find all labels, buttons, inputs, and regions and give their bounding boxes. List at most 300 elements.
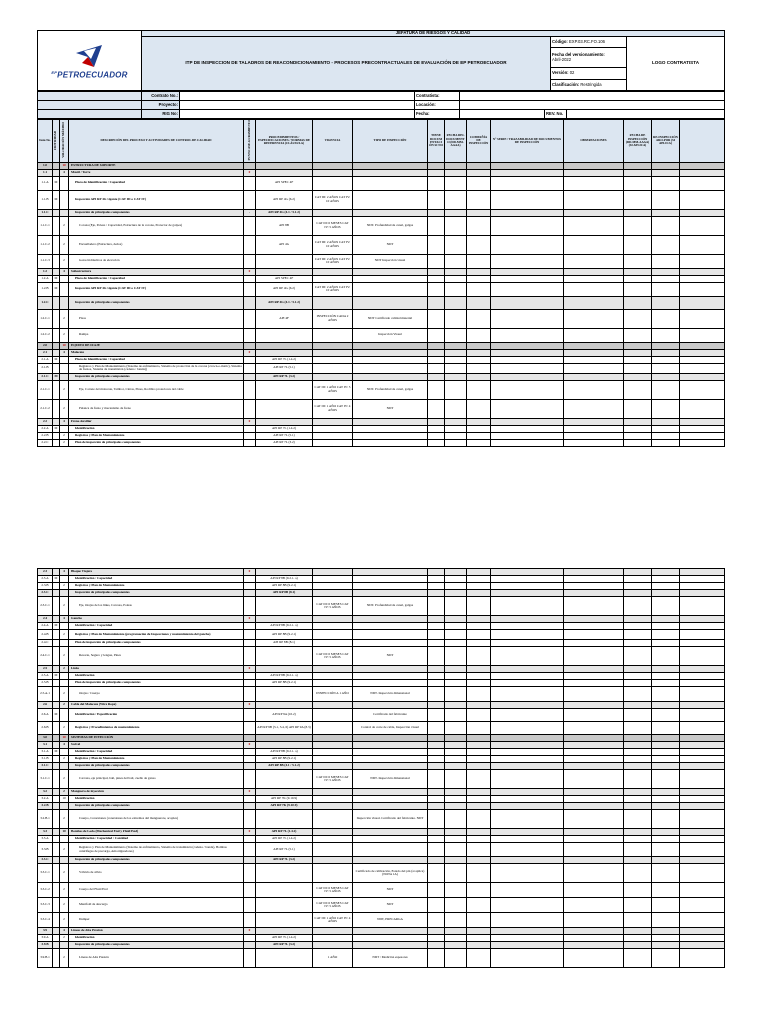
cell-compania[interactable] xyxy=(467,789,491,796)
cell-compania[interactable] xyxy=(467,770,491,789)
cell-re-inspec[interactable] xyxy=(652,709,680,722)
cell-serie[interactable] xyxy=(491,749,564,756)
cell-extra[interactable] xyxy=(680,935,725,942)
cell-observaciones[interactable] xyxy=(564,380,624,399)
cell-fecha-inspec[interactable] xyxy=(624,418,652,425)
cell-serie[interactable] xyxy=(491,864,564,883)
cell-serie[interactable] xyxy=(491,356,564,363)
cell-serie[interactable] xyxy=(491,590,564,597)
cell-observaciones[interactable] xyxy=(564,399,624,418)
cell-re-inspec[interactable] xyxy=(652,268,680,275)
cell-fecha-doc[interactable] xyxy=(445,590,467,597)
cell-observaciones[interactable] xyxy=(564,597,624,616)
cell-tiene-doc[interactable] xyxy=(428,216,445,235)
cell-compania[interactable] xyxy=(467,647,491,666)
cell-tiene-doc[interactable] xyxy=(428,342,445,349)
cell-compania[interactable] xyxy=(467,597,491,616)
cell-compania[interactable] xyxy=(467,235,491,254)
cell-observaciones[interactable] xyxy=(564,309,624,328)
cell-re-inspec[interactable] xyxy=(652,789,680,796)
cell-re-inspec[interactable] xyxy=(652,349,680,356)
cell-observaciones[interactable] xyxy=(564,709,624,722)
cell-extra[interactable] xyxy=(680,342,725,349)
cell-compania[interactable] xyxy=(467,623,491,630)
cell-re-inspec[interactable] xyxy=(652,616,680,623)
cell-re-inspec[interactable] xyxy=(652,569,680,576)
cell-re-inspec[interactable] xyxy=(652,770,680,789)
cell-serie[interactable] xyxy=(491,857,564,864)
cell-fecha-inspec[interactable] xyxy=(624,789,652,796)
cell-observaciones[interactable] xyxy=(564,640,624,647)
cell-fecha-doc[interactable] xyxy=(445,380,467,399)
cell-fecha-doc[interactable] xyxy=(445,735,467,742)
cell-tiene-doc[interactable] xyxy=(428,864,445,883)
cell-observaciones[interactable] xyxy=(564,282,624,296)
cell-compania[interactable] xyxy=(467,418,491,425)
cell-fecha-inspec[interactable] xyxy=(624,583,652,590)
cell-serie[interactable] xyxy=(491,709,564,722)
cell-serie[interactable] xyxy=(491,843,564,857)
cell-extra[interactable] xyxy=(680,673,725,680)
cell-serie[interactable] xyxy=(491,342,564,349)
cell-serie[interactable] xyxy=(491,380,564,399)
cell-tiene-doc[interactable] xyxy=(428,898,445,913)
cell-observaciones[interactable] xyxy=(564,843,624,857)
cell-fecha-inspec[interactable] xyxy=(624,673,652,680)
cell-extra[interactable] xyxy=(680,235,725,254)
cell-fecha-doc[interactable] xyxy=(445,235,467,254)
cell-serie[interactable] xyxy=(491,425,564,432)
contratista-field[interactable] xyxy=(460,92,725,101)
cell-tiene-doc[interactable] xyxy=(428,742,445,749)
cell-fecha-inspec[interactable] xyxy=(624,380,652,399)
cell-extra[interactable] xyxy=(680,328,725,342)
cell-fecha-inspec[interactable] xyxy=(624,763,652,770)
cell-re-inspec[interactable] xyxy=(652,235,680,254)
cell-compania[interactable] xyxy=(467,583,491,590)
cell-observaciones[interactable] xyxy=(564,942,624,949)
cell-observaciones[interactable] xyxy=(564,373,624,380)
cell-extra[interactable] xyxy=(680,590,725,597)
cell-extra[interactable] xyxy=(680,616,725,623)
cell-serie[interactable] xyxy=(491,169,564,176)
cell-extra[interactable] xyxy=(680,843,725,857)
cell-observaciones[interactable] xyxy=(564,630,624,640)
cell-serie[interactable] xyxy=(491,439,564,446)
cell-tiene-doc[interactable] xyxy=(428,425,445,432)
cell-extra[interactable] xyxy=(680,623,725,630)
cell-re-inspec[interactable] xyxy=(652,342,680,349)
cell-compania[interactable] xyxy=(467,898,491,913)
cell-extra[interactable] xyxy=(680,770,725,789)
cell-fecha-doc[interactable] xyxy=(445,616,467,623)
cell-observaciones[interactable] xyxy=(564,216,624,235)
cell-fecha-inspec[interactable] xyxy=(624,569,652,576)
cell-fecha-inspec[interactable] xyxy=(624,342,652,349)
cell-tiene-doc[interactable] xyxy=(428,913,445,928)
cell-fecha-doc[interactable] xyxy=(445,673,467,680)
cell-observaciones[interactable] xyxy=(564,235,624,254)
cell-observaciones[interactable] xyxy=(564,296,624,309)
contrato-field[interactable] xyxy=(180,92,415,101)
cell-observaciones[interactable] xyxy=(564,439,624,446)
cell-fecha-inspec[interactable] xyxy=(624,254,652,268)
cell-re-inspec[interactable] xyxy=(652,630,680,640)
cell-fecha-doc[interactable] xyxy=(445,709,467,722)
cell-serie[interactable] xyxy=(491,803,564,810)
cell-observaciones[interactable] xyxy=(564,796,624,803)
cell-tiene-doc[interactable] xyxy=(428,268,445,275)
cell-serie[interactable] xyxy=(491,722,564,735)
cell-fecha-inspec[interactable] xyxy=(624,666,652,673)
cell-serie[interactable] xyxy=(491,399,564,418)
locacion-field[interactable] xyxy=(460,101,725,110)
cell-serie[interactable] xyxy=(491,756,564,763)
cell-extra[interactable] xyxy=(680,735,725,742)
cell-serie[interactable] xyxy=(491,296,564,309)
cell-observaciones[interactable] xyxy=(564,418,624,425)
cell-re-inspec[interactable] xyxy=(652,803,680,810)
cell-fecha-inspec[interactable] xyxy=(624,275,652,282)
cell-compania[interactable] xyxy=(467,935,491,942)
cell-serie[interactable] xyxy=(491,836,564,843)
cell-fecha-doc[interactable] xyxy=(445,216,467,235)
cell-compania[interactable] xyxy=(467,796,491,803)
cell-fecha-inspec[interactable] xyxy=(624,169,652,176)
cell-extra[interactable] xyxy=(680,363,725,373)
cell-compania[interactable] xyxy=(467,843,491,857)
cell-extra[interactable] xyxy=(680,647,725,666)
cell-serie[interactable] xyxy=(491,309,564,328)
cell-observaciones[interactable] xyxy=(564,883,624,898)
cell-re-inspec[interactable] xyxy=(652,583,680,590)
cell-re-inspec[interactable] xyxy=(652,666,680,673)
cell-serie[interactable] xyxy=(491,949,564,968)
cell-compania[interactable] xyxy=(467,254,491,268)
cell-fecha-doc[interactable] xyxy=(445,803,467,810)
cell-serie[interactable] xyxy=(491,640,564,647)
cell-compania[interactable] xyxy=(467,569,491,576)
cell-extra[interactable] xyxy=(680,789,725,796)
rev-field[interactable] xyxy=(567,110,725,119)
cell-serie[interactable] xyxy=(491,162,564,169)
cell-extra[interactable] xyxy=(680,282,725,296)
cell-serie[interactable] xyxy=(491,913,564,928)
cell-compania[interactable] xyxy=(467,709,491,722)
cell-compania[interactable] xyxy=(467,439,491,446)
cell-fecha-inspec[interactable] xyxy=(624,616,652,623)
cell-re-inspec[interactable] xyxy=(652,296,680,309)
cell-compania[interactable] xyxy=(467,169,491,176)
cell-tiene-doc[interactable] xyxy=(428,796,445,803)
cell-tiene-doc[interactable] xyxy=(428,418,445,425)
cell-extra[interactable] xyxy=(680,254,725,268)
cell-fecha-doc[interactable] xyxy=(445,898,467,913)
cell-extra[interactable] xyxy=(680,928,725,935)
cell-re-inspec[interactable] xyxy=(652,942,680,949)
cell-serie[interactable] xyxy=(491,647,564,666)
cell-extra[interactable] xyxy=(680,702,725,709)
cell-compania[interactable] xyxy=(467,296,491,309)
cell-compania[interactable] xyxy=(467,836,491,843)
cell-observaciones[interactable] xyxy=(564,169,624,176)
cell-re-inspec[interactable] xyxy=(652,309,680,328)
cell-compania[interactable] xyxy=(467,680,491,687)
cell-fecha-doc[interactable] xyxy=(445,913,467,928)
cell-fecha-doc[interactable] xyxy=(445,770,467,789)
cell-observaciones[interactable] xyxy=(564,702,624,709)
cell-extra[interactable] xyxy=(680,432,725,439)
cell-extra[interactable] xyxy=(680,898,725,913)
cell-tiene-doc[interactable] xyxy=(428,763,445,770)
cell-extra[interactable] xyxy=(680,296,725,309)
cell-re-inspec[interactable] xyxy=(652,756,680,763)
cell-tiene-doc[interactable] xyxy=(428,640,445,647)
cell-re-inspec[interactable] xyxy=(652,913,680,928)
cell-fecha-doc[interactable] xyxy=(445,328,467,342)
cell-fecha-doc[interactable] xyxy=(445,935,467,942)
cell-serie[interactable] xyxy=(491,680,564,687)
cell-compania[interactable] xyxy=(467,829,491,836)
cell-fecha-doc[interactable] xyxy=(445,749,467,756)
cell-observaciones[interactable] xyxy=(564,770,624,789)
cell-compania[interactable] xyxy=(467,883,491,898)
cell-fecha-inspec[interactable] xyxy=(624,162,652,169)
cell-re-inspec[interactable] xyxy=(652,373,680,380)
cell-observaciones[interactable] xyxy=(564,647,624,666)
cell-tiene-doc[interactable] xyxy=(428,857,445,864)
cell-fecha-inspec[interactable] xyxy=(624,647,652,666)
cell-fecha-doc[interactable] xyxy=(445,647,467,666)
cell-extra[interactable] xyxy=(680,569,725,576)
cell-fecha-doc[interactable] xyxy=(445,680,467,687)
cell-fecha-inspec[interactable] xyxy=(624,803,652,810)
cell-compania[interactable] xyxy=(467,942,491,949)
cell-compania[interactable] xyxy=(467,687,491,702)
cell-fecha-inspec[interactable] xyxy=(624,735,652,742)
cell-extra[interactable] xyxy=(680,439,725,446)
cell-re-inspec[interactable] xyxy=(652,898,680,913)
cell-re-inspec[interactable] xyxy=(652,590,680,597)
cell-fecha-doc[interactable] xyxy=(445,569,467,576)
cell-tiene-doc[interactable] xyxy=(428,432,445,439)
cell-serie[interactable] xyxy=(491,898,564,913)
cell-re-inspec[interactable] xyxy=(652,275,680,282)
cell-fecha-inspec[interactable] xyxy=(624,680,652,687)
cell-tiene-doc[interactable] xyxy=(428,590,445,597)
cell-observaciones[interactable] xyxy=(564,803,624,810)
cell-fecha-inspec[interactable] xyxy=(624,576,652,583)
cell-observaciones[interactable] xyxy=(564,722,624,735)
cell-re-inspec[interactable] xyxy=(652,928,680,935)
cell-fecha-inspec[interactable] xyxy=(624,235,652,254)
cell-fecha-doc[interactable] xyxy=(445,373,467,380)
cell-tiene-doc[interactable] xyxy=(428,380,445,399)
cell-serie[interactable] xyxy=(491,569,564,576)
cell-tiene-doc[interactable] xyxy=(428,235,445,254)
cell-fecha-inspec[interactable] xyxy=(624,590,652,597)
cell-observaciones[interactable] xyxy=(564,328,624,342)
cell-tiene-doc[interactable] xyxy=(428,176,445,190)
cell-compania[interactable] xyxy=(467,349,491,356)
cell-compania[interactable] xyxy=(467,735,491,742)
cell-observaciones[interactable] xyxy=(564,275,624,282)
cell-observaciones[interactable] xyxy=(564,356,624,363)
cell-fecha-inspec[interactable] xyxy=(624,857,652,864)
cell-extra[interactable] xyxy=(680,418,725,425)
cell-observaciones[interactable] xyxy=(564,583,624,590)
cell-observaciones[interactable] xyxy=(564,810,624,829)
cell-tiene-doc[interactable] xyxy=(428,623,445,630)
cell-re-inspec[interactable] xyxy=(652,418,680,425)
cell-fecha-doc[interactable] xyxy=(445,666,467,673)
cell-tiene-doc[interactable] xyxy=(428,810,445,829)
cell-fecha-doc[interactable] xyxy=(445,162,467,169)
cell-fecha-doc[interactable] xyxy=(445,309,467,328)
cell-serie[interactable] xyxy=(491,770,564,789)
cell-fecha-doc[interactable] xyxy=(445,687,467,702)
cell-serie[interactable] xyxy=(491,597,564,616)
cell-fecha-inspec[interactable] xyxy=(624,913,652,928)
cell-serie[interactable] xyxy=(491,742,564,749)
cell-fecha-inspec[interactable] xyxy=(624,309,652,328)
cell-fecha-doc[interactable] xyxy=(445,756,467,763)
cell-fecha-inspec[interactable] xyxy=(624,209,652,216)
cell-fecha-inspec[interactable] xyxy=(624,373,652,380)
cell-re-inspec[interactable] xyxy=(652,935,680,942)
cell-extra[interactable] xyxy=(680,722,725,735)
cell-compania[interactable] xyxy=(467,399,491,418)
cell-compania[interactable] xyxy=(467,857,491,864)
cell-observaciones[interactable] xyxy=(564,576,624,583)
rig-field[interactable] xyxy=(180,110,415,119)
cell-serie[interactable] xyxy=(491,363,564,373)
cell-observaciones[interactable] xyxy=(564,749,624,756)
cell-observaciones[interactable] xyxy=(564,829,624,836)
cell-compania[interactable] xyxy=(467,640,491,647)
cell-compania[interactable] xyxy=(467,576,491,583)
cell-serie[interactable] xyxy=(491,687,564,702)
cell-serie[interactable] xyxy=(491,829,564,836)
cell-tiene-doc[interactable] xyxy=(428,673,445,680)
cell-compania[interactable] xyxy=(467,275,491,282)
cell-re-inspec[interactable] xyxy=(652,399,680,418)
cell-fecha-inspec[interactable] xyxy=(624,640,652,647)
cell-fecha-inspec[interactable] xyxy=(624,810,652,829)
cell-tiene-doc[interactable] xyxy=(428,190,445,209)
cell-fecha-inspec[interactable] xyxy=(624,709,652,722)
cell-fecha-doc[interactable] xyxy=(445,439,467,446)
cell-observaciones[interactable] xyxy=(564,735,624,742)
cell-re-inspec[interactable] xyxy=(652,836,680,843)
cell-serie[interactable] xyxy=(491,235,564,254)
cell-tiene-doc[interactable] xyxy=(428,883,445,898)
cell-serie[interactable] xyxy=(491,928,564,935)
cell-fecha-inspec[interactable] xyxy=(624,796,652,803)
cell-observaciones[interactable] xyxy=(564,190,624,209)
cell-fecha-doc[interactable] xyxy=(445,942,467,949)
cell-serie[interactable] xyxy=(491,418,564,425)
cell-serie[interactable] xyxy=(491,810,564,829)
cell-re-inspec[interactable] xyxy=(652,857,680,864)
cell-tiene-doc[interactable] xyxy=(428,328,445,342)
cell-observaciones[interactable] xyxy=(564,349,624,356)
cell-fecha-inspec[interactable] xyxy=(624,829,652,836)
cell-extra[interactable] xyxy=(680,942,725,949)
cell-compania[interactable] xyxy=(467,363,491,373)
cell-re-inspec[interactable] xyxy=(652,810,680,829)
cell-fecha-doc[interactable] xyxy=(445,763,467,770)
cell-re-inspec[interactable] xyxy=(652,190,680,209)
cell-tiene-doc[interactable] xyxy=(428,829,445,836)
cell-re-inspec[interactable] xyxy=(652,702,680,709)
cell-re-inspec[interactable] xyxy=(652,864,680,883)
cell-extra[interactable] xyxy=(680,349,725,356)
cell-serie[interactable] xyxy=(491,254,564,268)
cell-observaciones[interactable] xyxy=(564,680,624,687)
cell-compania[interactable] xyxy=(467,928,491,935)
cell-fecha-inspec[interactable] xyxy=(624,268,652,275)
cell-compania[interactable] xyxy=(467,673,491,680)
cell-tiene-doc[interactable] xyxy=(428,789,445,796)
cell-serie[interactable] xyxy=(491,209,564,216)
cell-fecha-doc[interactable] xyxy=(445,857,467,864)
cell-fecha-doc[interactable] xyxy=(445,836,467,843)
cell-fecha-inspec[interactable] xyxy=(624,623,652,630)
cell-fecha-inspec[interactable] xyxy=(624,439,652,446)
cell-re-inspec[interactable] xyxy=(652,883,680,898)
cell-fecha-doc[interactable] xyxy=(445,789,467,796)
cell-serie[interactable] xyxy=(491,328,564,342)
cell-fecha-doc[interactable] xyxy=(445,209,467,216)
cell-compania[interactable] xyxy=(467,380,491,399)
cell-tiene-doc[interactable] xyxy=(428,399,445,418)
cell-re-inspec[interactable] xyxy=(652,209,680,216)
cell-serie[interactable] xyxy=(491,623,564,630)
cell-fecha-doc[interactable] xyxy=(445,432,467,439)
cell-re-inspec[interactable] xyxy=(652,216,680,235)
cell-tiene-doc[interactable] xyxy=(428,616,445,623)
cell-compania[interactable] xyxy=(467,666,491,673)
cell-compania[interactable] xyxy=(467,616,491,623)
cell-observaciones[interactable] xyxy=(564,857,624,864)
cell-re-inspec[interactable] xyxy=(652,623,680,630)
cell-extra[interactable] xyxy=(680,630,725,640)
cell-fecha-doc[interactable] xyxy=(445,190,467,209)
cell-fecha-doc[interactable] xyxy=(445,418,467,425)
cell-fecha-inspec[interactable] xyxy=(624,597,652,616)
cell-observaciones[interactable] xyxy=(564,836,624,843)
cell-serie[interactable] xyxy=(491,763,564,770)
cell-extra[interactable] xyxy=(680,883,725,898)
cell-fecha-inspec[interactable] xyxy=(624,296,652,309)
cell-observaciones[interactable] xyxy=(564,342,624,349)
cell-re-inspec[interactable] xyxy=(652,328,680,342)
cell-compania[interactable] xyxy=(467,864,491,883)
cell-extra[interactable] xyxy=(680,666,725,673)
cell-fecha-inspec[interactable] xyxy=(624,399,652,418)
cell-fecha-doc[interactable] xyxy=(445,176,467,190)
cell-observaciones[interactable] xyxy=(564,687,624,702)
cell-fecha-inspec[interactable] xyxy=(624,630,652,640)
cell-tiene-doc[interactable] xyxy=(428,770,445,789)
cell-re-inspec[interactable] xyxy=(652,439,680,446)
cell-compania[interactable] xyxy=(467,190,491,209)
cell-extra[interactable] xyxy=(680,810,725,829)
cell-tiene-doc[interactable] xyxy=(428,162,445,169)
cell-extra[interactable] xyxy=(680,190,725,209)
cell-tiene-doc[interactable] xyxy=(428,942,445,949)
